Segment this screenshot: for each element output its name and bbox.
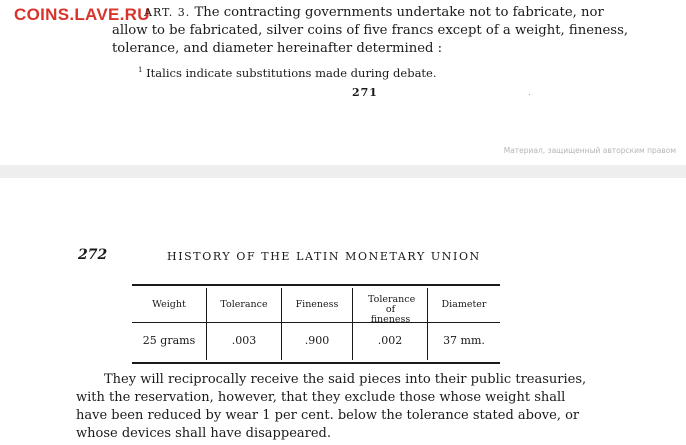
running-head: HISTORY OF THE LATIN MONETARY UNION bbox=[167, 250, 481, 263]
table-bottom-rule bbox=[132, 362, 500, 364]
text-line: allow to be fabricated, silver coins of five francs except of a weight, fineness, bbox=[112, 23, 629, 38]
speck bbox=[529, 94, 530, 95]
page-number-top: 271 bbox=[352, 86, 378, 99]
site-watermark-logo: COINS.LAVE.RU bbox=[14, 5, 150, 24]
text-line: tolerance, and diameter hereinafter determined : bbox=[112, 41, 443, 56]
bottom-page bbox=[0, 178, 686, 445]
column-divider bbox=[352, 288, 353, 360]
coin-spec-table bbox=[132, 284, 500, 364]
article-line bbox=[144, 5, 604, 20]
cell-tolerance-of-fineness: .002 bbox=[377, 334, 403, 347]
paragraph-line: whose devices shall have disappeared. bbox=[76, 426, 332, 441]
article-label: ART. 3. bbox=[144, 6, 191, 19]
cell-diameter: 37 mm. bbox=[443, 334, 485, 347]
footnote-mark: 1 bbox=[138, 66, 143, 75]
paragraph-line: with the reservation, however, that they exclude those whose weight shall bbox=[76, 390, 566, 405]
column-divider bbox=[427, 288, 428, 360]
page-number: 272 bbox=[78, 247, 108, 263]
table-mid-rule bbox=[132, 322, 500, 323]
header-fineness: Fineness bbox=[295, 299, 339, 310]
column-divider bbox=[206, 288, 207, 360]
article-text: The contracting governments undertake not to fabricate, nor bbox=[194, 5, 604, 20]
column-divider bbox=[281, 288, 282, 360]
copyright-note: Материал, защищенный авторским правом bbox=[503, 146, 676, 155]
footnote bbox=[138, 66, 437, 80]
cell-fineness: .900 bbox=[304, 334, 330, 347]
header-tolerance: Tolerance bbox=[220, 299, 268, 310]
header-weight: Weight bbox=[152, 299, 186, 310]
header-diameter: Diameter bbox=[441, 299, 487, 310]
cell-tolerance: .003 bbox=[231, 334, 257, 347]
paragraph-line: They will reciprocally receive the said pieces into their public treasuries, bbox=[104, 372, 587, 387]
page-gap bbox=[0, 165, 686, 178]
top-page bbox=[0, 0, 686, 165]
cell-weight: 25 grams bbox=[142, 334, 196, 347]
paragraph-line: have been reduced by wear 1 per cent. below the tolerance stated above, or bbox=[76, 408, 580, 423]
footnote-text: Italics indicate substitutions made during debate. bbox=[146, 66, 437, 80]
table-top-rule bbox=[132, 284, 500, 286]
header-tolerance-of-fineness: Tolerance of fineness bbox=[368, 294, 416, 325]
